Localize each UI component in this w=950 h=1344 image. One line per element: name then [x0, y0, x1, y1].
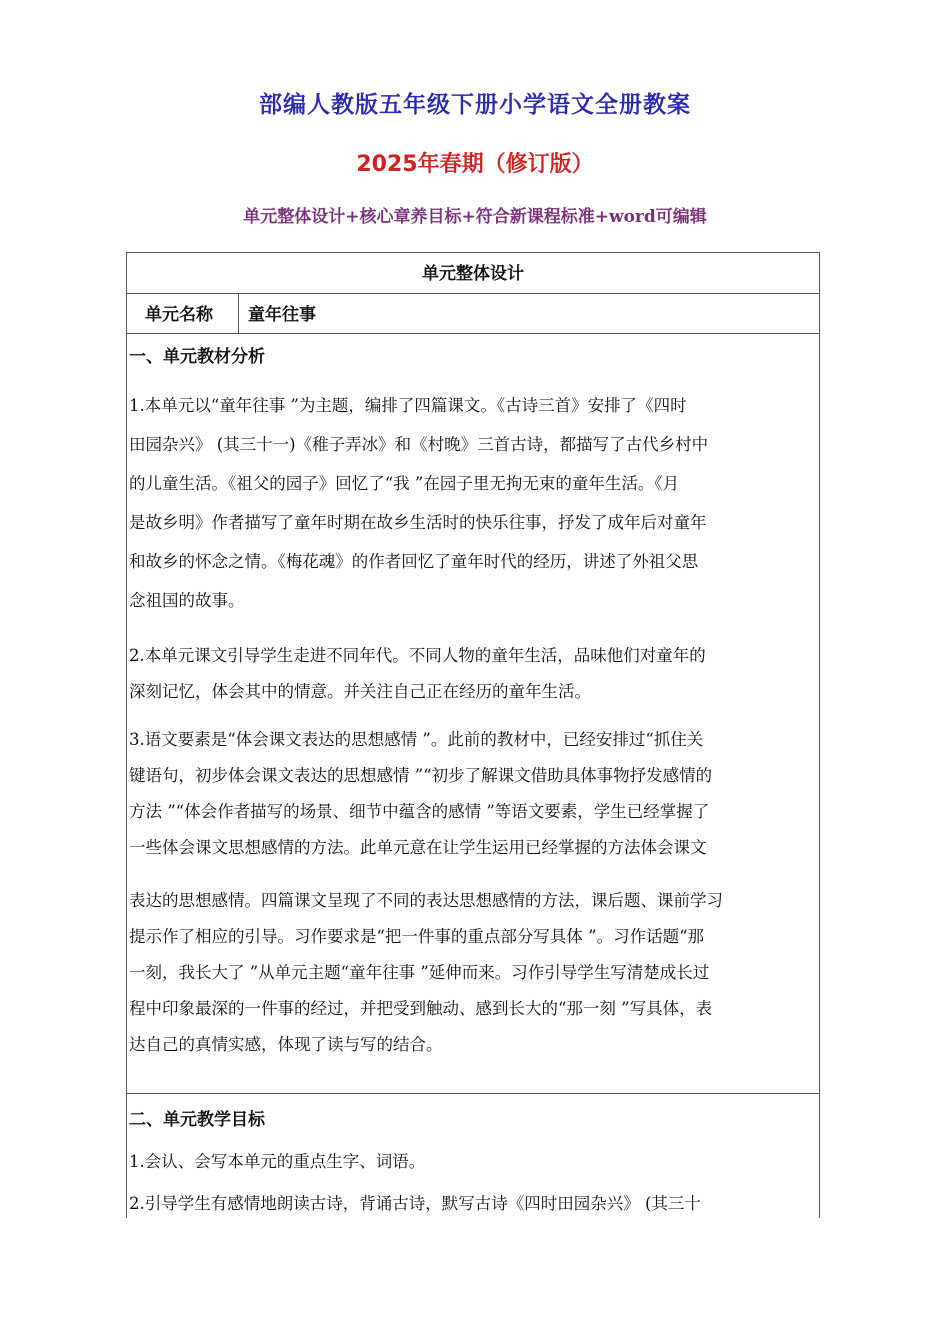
section-title-analysis: 一、单元教材分析	[129, 347, 265, 367]
table-divider	[127, 293, 819, 294]
document-subtitle: 2025年春期（修订版）	[356, 152, 594, 177]
analysis-paragraph-1: 1.本单元以“童年往事 ”为主题，编排了四篇课文。《古诗三首》安排了《四时 田园杂兴》 (其三十一)《稚子弄冰》和《村晚》三首古诗，都描写了古代乡村中 的儿童生活。《祖父的园子》回忆了“我 ”在园子里无拘无束的童年生活。《月 是故乡明》作者描写了童年时期在故乡生活时的快乐往事，抒发了成年后对童年 和故乡的怀念之情。《梅花魂》的作者回忆了童年时代的经历，讲述了外祖父思 念祖国的故事。	[129, 396, 709, 610]
analysis-paragraph-2: 2.本单元课文引导学生走进不同年代。不同人物的童年生活，品味他们对童年的 深刻记忆，体会其中的情意。并关注自己正在经历的童年生活。	[129, 646, 706, 701]
table-divider	[127, 1093, 819, 1094]
unit-name-label: 单元名称	[145, 305, 213, 325]
analysis-paragraph-4: 表达的思想感情。四篇课文呈现了不同的表达思想感情的方法，课后题、课前学习 提示作了相应的引导。习作要求是“把一件事的重点部分写具体 ”。习作话题“那 一刻，我长大了 ”从单元主题“童年往事 ”延伸而来。习作引导学生写清楚成长过 程中印象最深的一件事的经过，并把受到触动、感到长大的“那一刻 ”写具体，表 达自己的真情实感，体现了读与写的结合。	[129, 891, 723, 1054]
analysis-paragraph-3: 3.语文要素是“体会课文表达的思想感情 ”。此前的教材中，已经安排过“抓住关 键语句，初步体会课文表达的思想感情 ”“初步了解课文借助具体事物抒发感情的 方法 ”“体会作者描写的场景、细节中蕴含的感情 ”等语文要素，学生已经掌握了 一些体会课文思想感情的方法。此单元意在让学生运用已经掌握的方法体会课文	[129, 730, 713, 857]
objective-item-2: 2.引导学生有感情地朗读古诗，背诵古诗，默写古诗《四时田园杂兴》 (其三十	[129, 1194, 701, 1213]
table-divider	[127, 333, 819, 334]
section-title-objectives: 二、单元教学目标	[129, 1110, 265, 1130]
document-title: 部编人教版五年级下册小学语文全册教案	[259, 92, 691, 118]
unit-name-value: 童年往事	[248, 305, 316, 325]
document-tagline: 单元整体设计+核心章养目标+符合新课程标准+word可编辑	[243, 207, 707, 227]
unit-design-table	[126, 252, 820, 1218]
table-heading: 单元整体设计	[422, 264, 524, 284]
table-column-divider	[238, 293, 239, 333]
objective-item-1: 1.会认、会写本单元的重点生字、词语。	[129, 1152, 426, 1171]
